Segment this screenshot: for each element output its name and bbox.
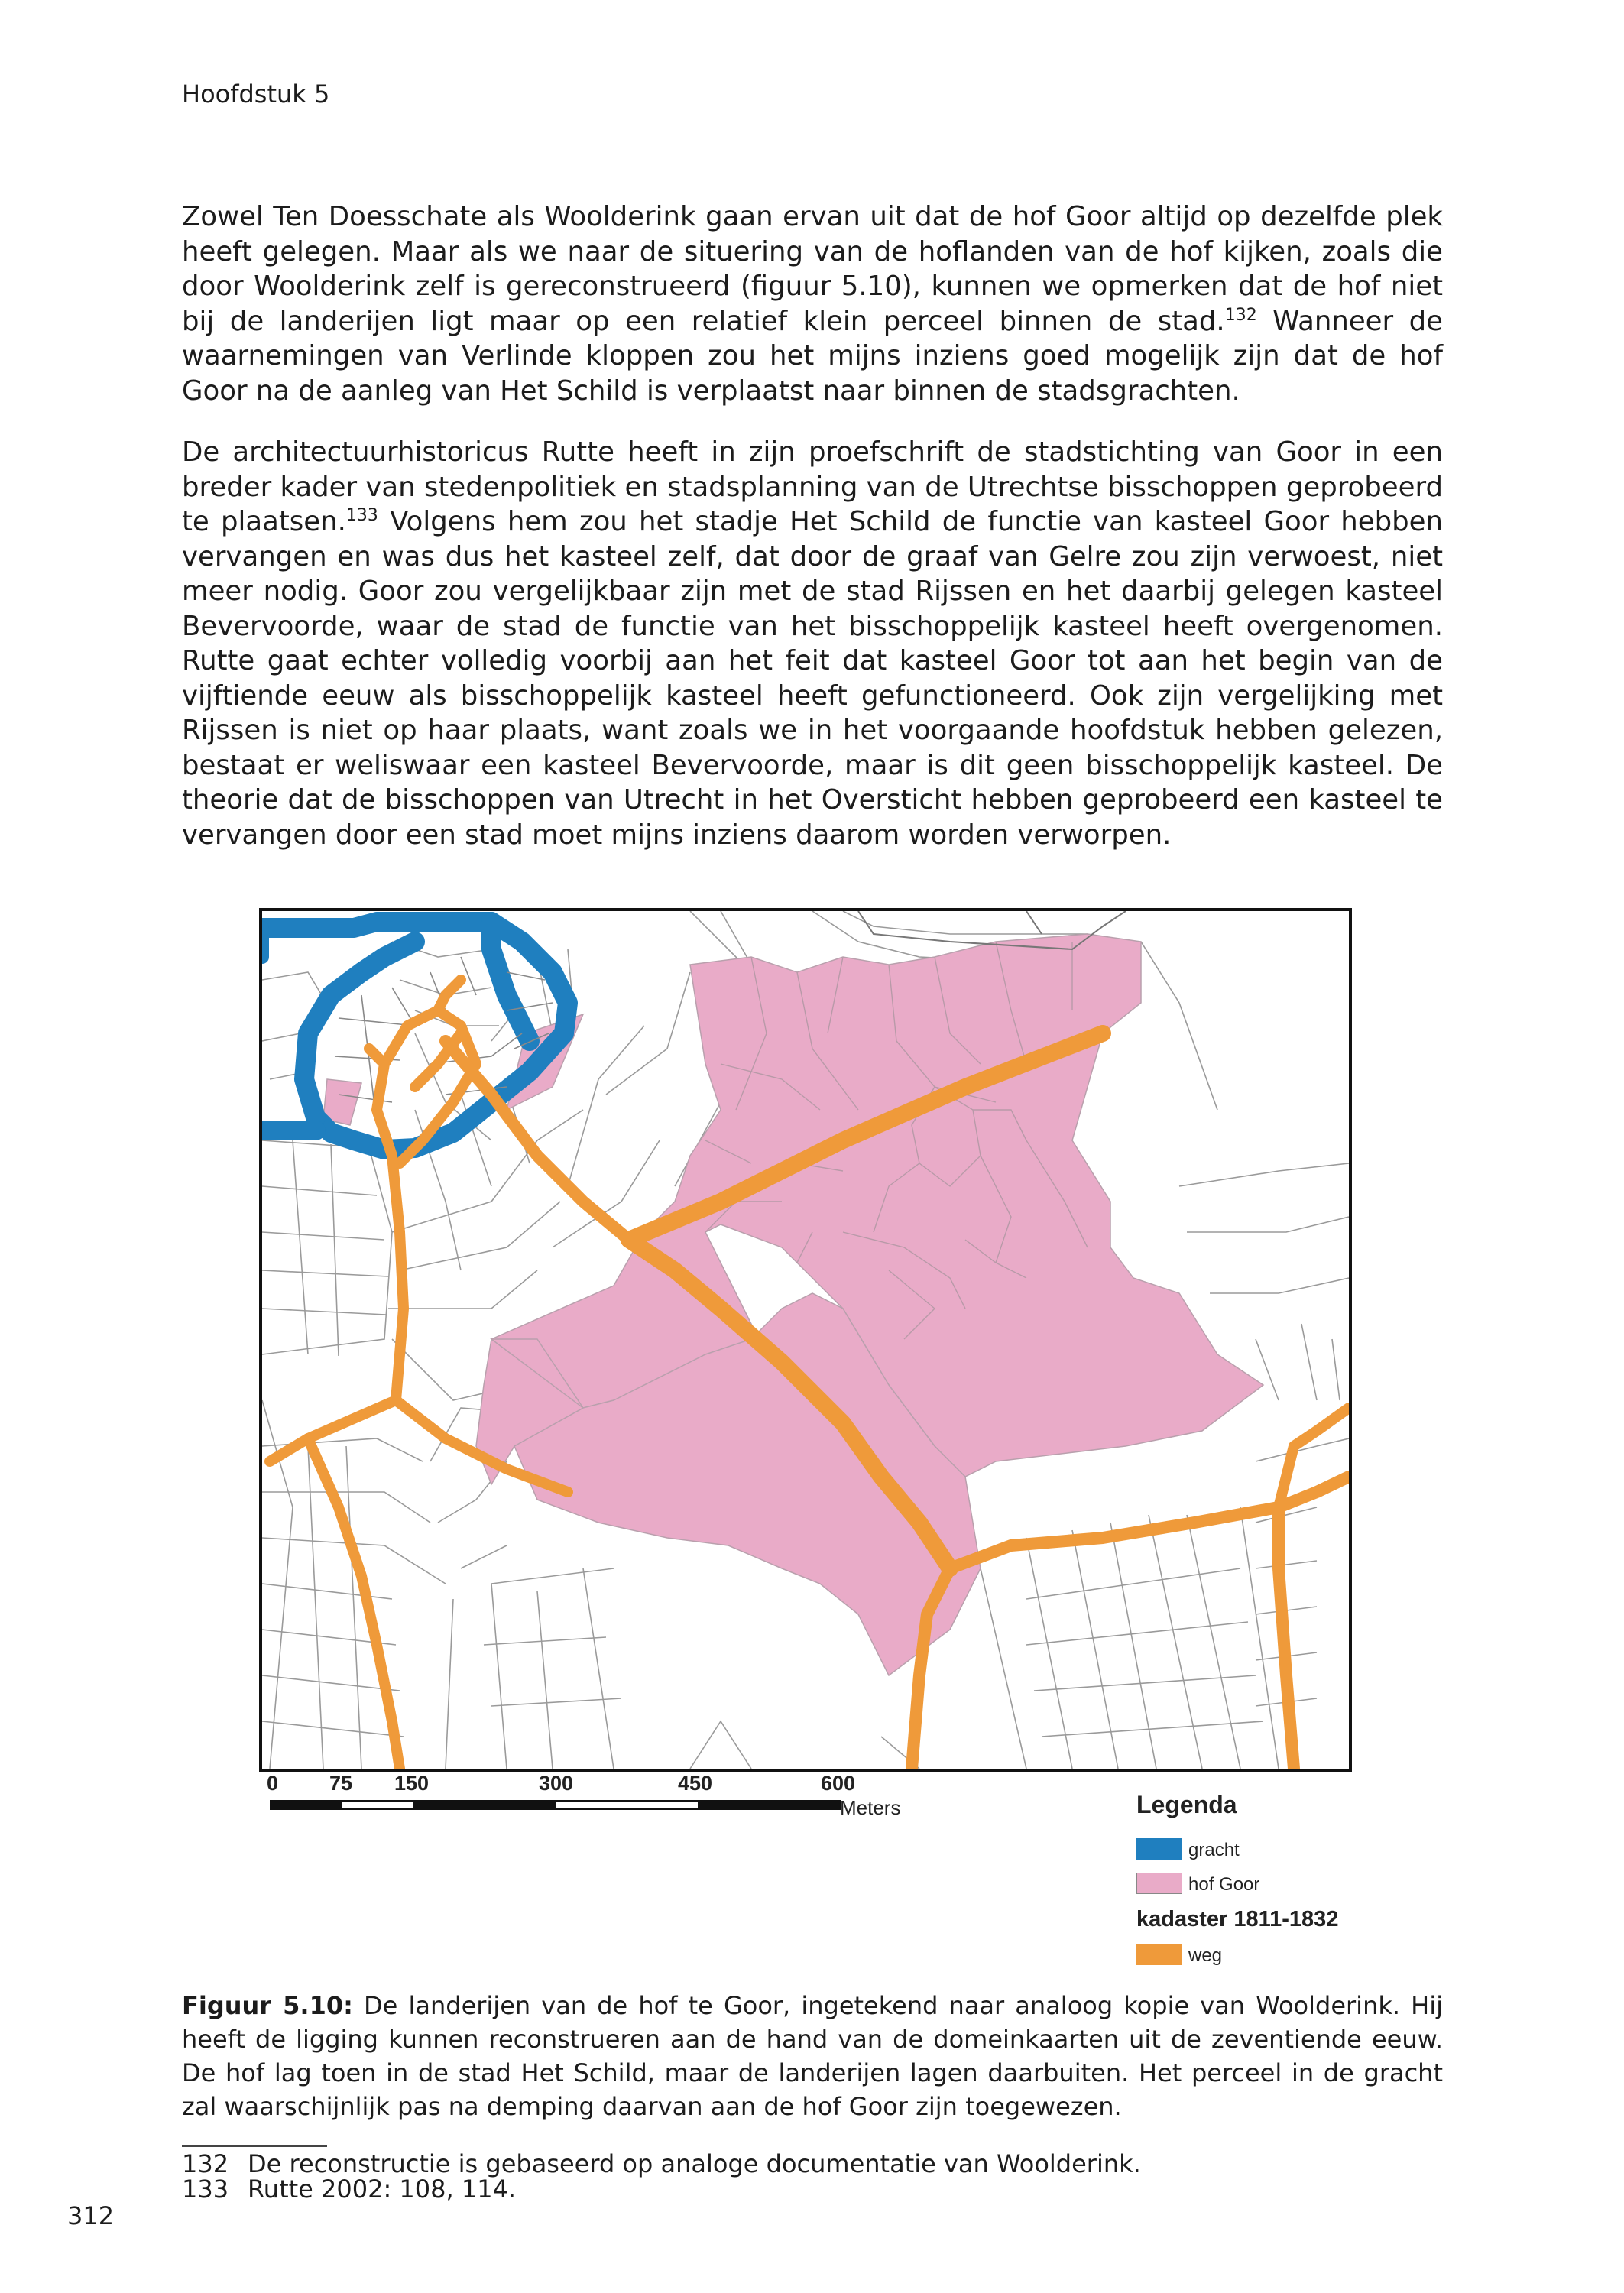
running-head: Hoofdstuk 5 <box>182 79 330 109</box>
paragraph-2-text-a: De architectuurhistoricus Rutte heeft in zijn proefschrift de stadstichting van Goor in een breder kader van stedenpolitiek en stadsplanning van de Utrechtse bisschoppen geprobeerd te plaatsen. <box>182 436 1443 537</box>
scale-bar <box>259 1772 932 1841</box>
legend-title: Legenda <box>1136 1791 1237 1818</box>
scale-unit: Meters <box>840 1796 901 1819</box>
legend-item-hof-goor <box>1136 1873 1366 1896</box>
footnote-ref-132[interactable]: 132 <box>1224 305 1257 325</box>
paragraph-2-text-b: Volgens hem zou het stadje Het Schild de functie van kasteel Goor hebben vervangen en was dus het kasteel zelf, dat door de graaf van Gelre zou zijn verwoest, niet meer nodig. Goor zou vergelijkbaar zijn met de stad Rijssen en het daarbij gelegen kasteel Bevervoorde, waar de stad de functie van het bisschoppelijk kasteel heeft overgenomen. Rutte gaat echter volledig voorbij aan het feit dat kasteel Goor tot aan het begin van de vijftiende eeuw als bisschoppelijk kasteel heeft gefunctioneerd. Ook zijn vergelijking met Rijssen is niet op haar plaats, want zoals we in het voorgaande hoofdstuk hebben gelezen, bestaat er weliswaar een kasteel Bevervoorde, maar is dit geen bisschoppelijk kasteel. De theorie dat de bisschoppen van Utrecht in het Oversticht hebben geprobeerd een kasteel te vervangen door een stad moet mijns inziens daarom worden verworpen. <box>182 506 1443 851</box>
paragraph-2 <box>182 435 1443 852</box>
map-svg <box>262 911 1349 1769</box>
scale-tick-75: 75 <box>329 1772 353 1795</box>
legend-label-gracht: gracht <box>1188 1840 1240 1860</box>
footnote-number: 133 <box>182 2175 229 2204</box>
scale-tick-300: 300 <box>539 1772 574 1795</box>
footnote-133 <box>182 2176 516 2202</box>
caption-text: De landerijen van de hof te Goor, ingetekend naar analoog kopie van Woolderink. Hij heeft de ligging kunnen reconstrueren aan de hand van de domeinkaarten uit de zeventiende eeuw. De hof lag toen in de stad Het Schild, maar de landerijen lagen daarbuiten. Het perceel in de gracht zal waarschijnlijk pas na demping daarvan aan de hof Goor zijn toegewezen. <box>182 1991 1444 2121</box>
footnote-text: Rutte 2002: 108, 114. <box>248 2175 517 2204</box>
map-legend <box>1136 1791 1366 1966</box>
page-number: 312 <box>67 2201 115 2230</box>
footnote-text: De reconstructie is gebaseerd op analoge documentatie van Woolderink. <box>248 2149 1141 2178</box>
legend-subtitle: kadaster 1811-1832 <box>1136 1907 1339 1931</box>
caption-label: Figuur 5.10: <box>182 1991 353 2020</box>
legend-label-weg: weg <box>1188 1945 1223 1966</box>
scale-tick-450: 450 <box>678 1772 713 1795</box>
paragraph-1-text-b: Wanneer de waarnemingen van Verlinde kloppen zou het mijns inziens goed mogelijk zijn dat de hof Goor na de aanleg van Het Schild is verplaatst naar binnen de stadsgrachten. <box>182 305 1443 407</box>
scale-tick-600: 600 <box>821 1772 856 1795</box>
figure-map <box>259 908 1352 1772</box>
footnote-number: 132 <box>182 2149 229 2178</box>
legend-item-weg <box>1136 1944 1366 1967</box>
legend-label-hof-goor: hof Goor <box>1188 1874 1260 1895</box>
footnote-132 <box>182 2151 1141 2177</box>
footnote-ref-133[interactable]: 133 <box>345 506 378 526</box>
hof-goor-swatch <box>1136 1873 1182 1894</box>
legend-item-gracht <box>1136 1838 1366 1861</box>
figure-caption <box>182 1989 1443 2123</box>
paragraph-1 <box>182 199 1443 408</box>
scale-tick-150: 150 <box>394 1772 430 1795</box>
footnote-divider <box>182 2145 327 2147</box>
gracht-moat <box>262 922 568 1150</box>
scale-tick-0: 0 <box>267 1772 279 1795</box>
gracht-swatch <box>1136 1838 1182 1860</box>
scale-bar-graphic <box>270 1799 843 1811</box>
paragraph-1-text-a: Zowel Ten Doesschate als Woolderink gaan ervan uit dat de hof Goor altijd op dezelfde plek heeft gelegen. Maar als we naar de situering van de hoflanden van de hof kijken, zoals die door Woolderink zelf is gereconstrueerd (figuur 5.10), kunnen we opmerken dat de hof niet bij de landerijen ligt maar op een relatief klein perceel binnen de stad. <box>182 201 1443 337</box>
weg-swatch <box>1136 1944 1182 1965</box>
